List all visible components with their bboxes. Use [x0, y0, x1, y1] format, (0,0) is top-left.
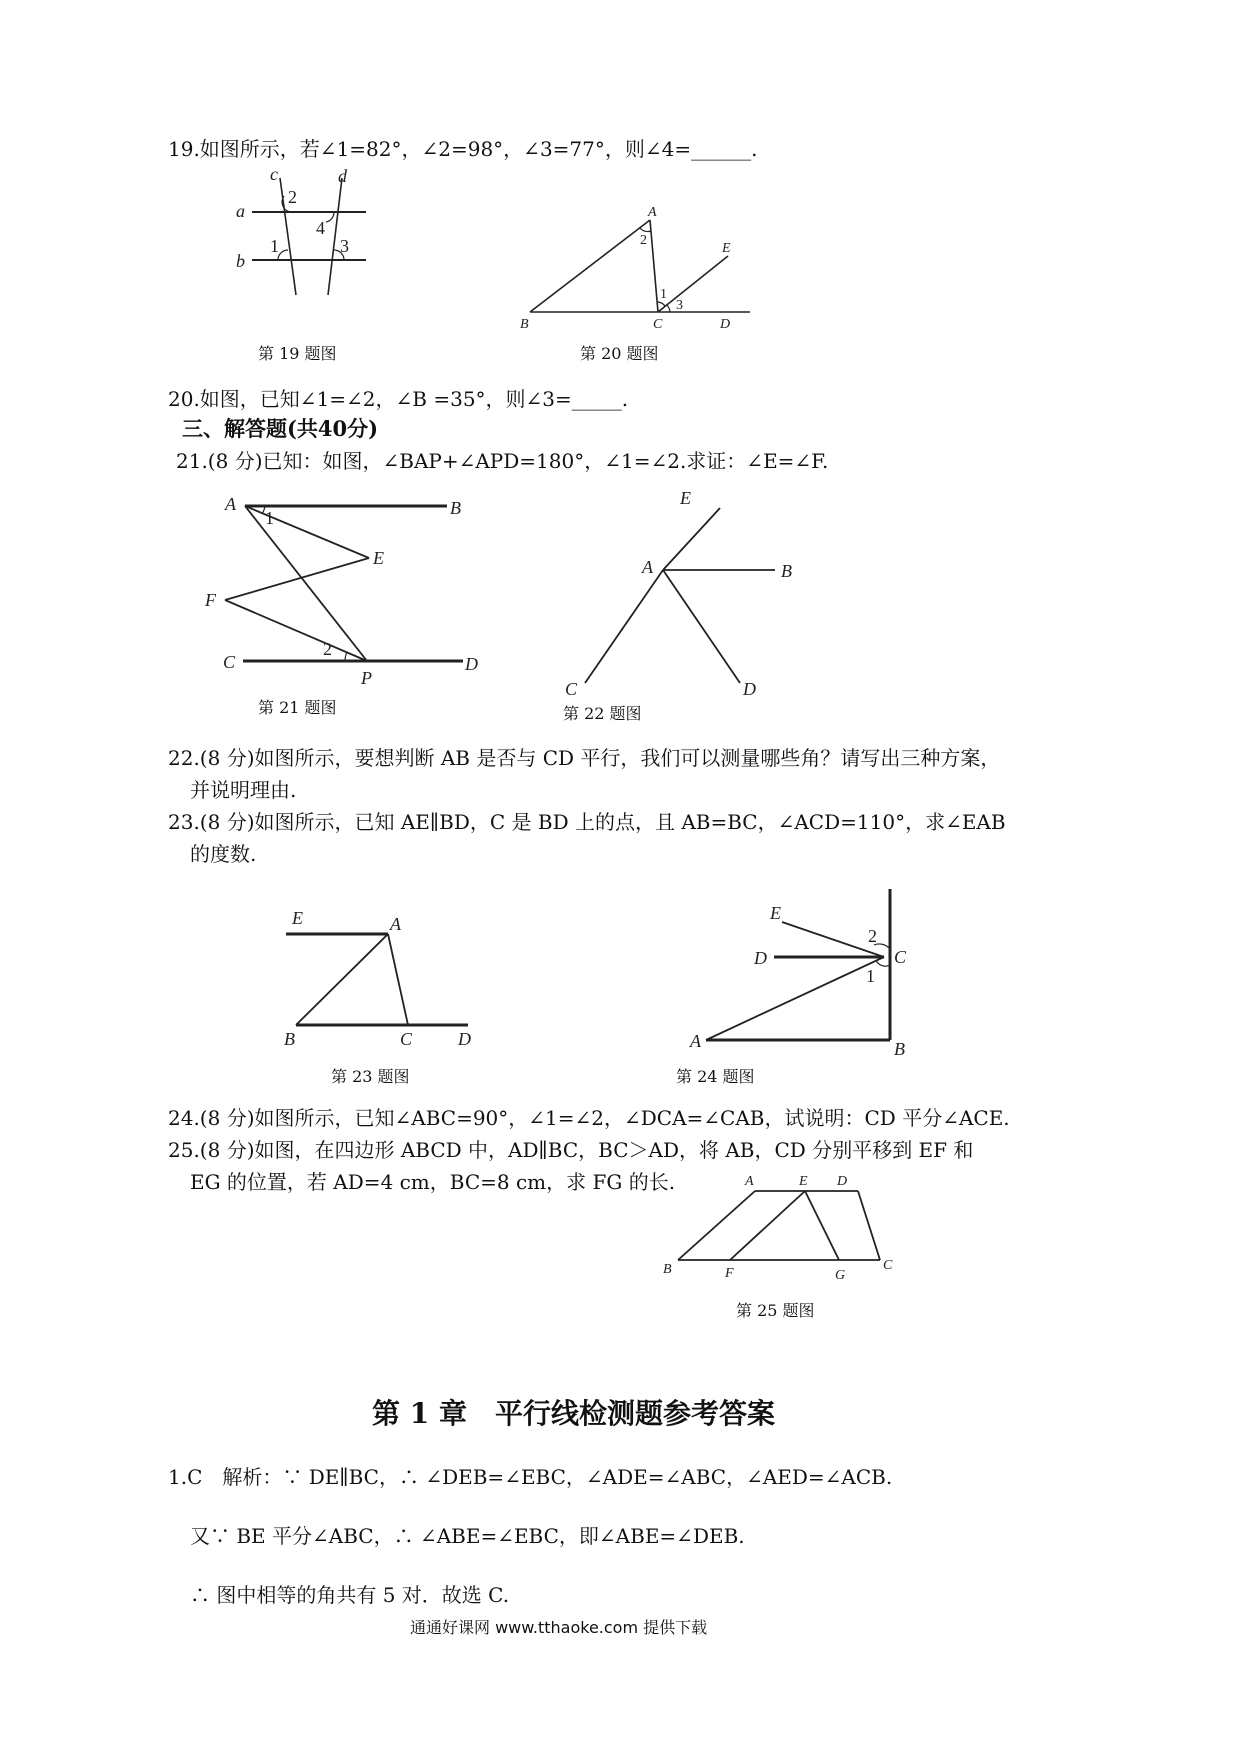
caption-fig25: 第 25 题图 [736, 1301, 815, 1320]
label-A: A [390, 914, 401, 934]
question-25: 25.(8 分)如图，在四边形 ABCD 中，AD∥BC，BC＞AD，将 AB，CD 分别平移到 EF 和 [168, 1138, 974, 1162]
question-22: 22.(8 分)如图所示，要想判断 AB 是否与 CD 平行，我们可以测量哪些角？请写出三种方案， [168, 746, 1001, 770]
label-E: E [373, 548, 384, 568]
label-A: A [745, 1174, 754, 1189]
section-3-heading: 三、解答题(共40分) [182, 416, 379, 441]
caption-fig23: 第 23 题图 [331, 1067, 410, 1086]
figure-23 [280, 900, 510, 1049]
label-2: 2 [288, 187, 297, 207]
question-19: 19.如图所示，若∠1=82°，∠2=98°，∠3=77°，则∠4=______. [168, 137, 758, 161]
question-22-cont: 并说明理由. [190, 778, 297, 802]
answer-1-conclusion: ∴ 图中相等的角共有 5 对．故选 C. [190, 1583, 510, 1607]
label-F: F [725, 1266, 734, 1281]
label-P: P [361, 668, 372, 688]
label-B: B [520, 317, 529, 332]
label-d: d [338, 166, 347, 186]
label-D: D [458, 1029, 471, 1049]
label-E: E [722, 241, 731, 256]
label-A: A [690, 1031, 701, 1051]
label-3: 3 [340, 236, 349, 256]
figure-24 [690, 885, 930, 1060]
label-D: D [465, 654, 478, 674]
label-B: B [450, 498, 461, 518]
label-D: D [837, 1174, 848, 1189]
figure-21 [195, 480, 495, 690]
label-F: F [205, 590, 216, 610]
label-D: D [720, 317, 731, 332]
question-20: 20.如图，已知∠1=∠2，∠B =35°，则∠3=_____. [168, 387, 629, 411]
label-2: 2 [868, 926, 877, 946]
label-B: B [781, 561, 792, 581]
label-c: c [270, 164, 278, 184]
question-25-cont: EG 的位置，若 AD=4 cm，BC=8 cm，求 FG 的长. [190, 1170, 676, 1194]
label-C: C [653, 317, 663, 332]
figure-25 [655, 1165, 910, 1285]
caption-fig19: 第 19 题图 [258, 344, 337, 363]
caption-fig20: 第 20 题图 [580, 344, 659, 363]
caption-fig22: 第 22 题图 [563, 704, 642, 723]
label-B: B [284, 1029, 295, 1049]
figure-20 [510, 200, 760, 330]
label-a: a [236, 201, 245, 221]
label-1: 1 [660, 287, 667, 302]
label-D: D [754, 948, 767, 968]
answer-1-cont: 又∵ BE 平分∠ABC，∴ ∠ABE=∠EBC，即∠ABE=∠DEB. [190, 1524, 745, 1548]
label-A: A [648, 205, 657, 220]
label-2: 2 [323, 639, 332, 659]
label-4: 4 [316, 218, 325, 238]
label-A: A [225, 494, 236, 514]
question-23-cont: 的度数. [190, 842, 257, 866]
answer-1: 1.C 解析：∵ DE∥BC，∴ ∠DEB=∠EBC，∠ADE=∠ABC，∠AED=∠ACB. [168, 1465, 893, 1489]
label-b: b [236, 251, 245, 271]
label-C: C [400, 1029, 413, 1049]
label-D: D [743, 679, 756, 699]
caption-fig21: 第 21 题图 [258, 698, 337, 717]
label-C: C [883, 1258, 893, 1273]
label-B: B [663, 1262, 672, 1277]
label-C: C [565, 679, 578, 699]
label-G: G [835, 1268, 846, 1283]
figure-22 [545, 488, 815, 698]
label-E: E [770, 903, 781, 923]
label-B: B [894, 1039, 905, 1059]
footer-source: 通通好课网 www.tthaoke.com 提供下载 [410, 1618, 708, 1637]
label-1: 1 [265, 508, 274, 528]
label-E: E [292, 908, 303, 928]
question-21: 21.(8 分)已知：如图，∠BAP+∠APD=180°，∠1=∠2.求证：∠E=∠F. [176, 449, 829, 473]
question-24: 24.(8 分)如图所示，已知∠ABC=90°，∠1=∠2，∠DCA=∠CAB，试说明：CD 平分∠ACE. [168, 1106, 1010, 1130]
label-3: 3 [676, 298, 683, 313]
answers-title: 第 1 章 平行线检测题参考答案 [372, 1397, 775, 1430]
figure-19 [220, 160, 390, 300]
question-23: 23.(8 分)如图所示，已知 AE∥BD，C 是 BD 上的点，且 AB=BC，∠ACD=110°，求∠EAB [168, 810, 1006, 834]
label-1: 1 [270, 236, 279, 256]
label-2: 2 [640, 233, 647, 248]
label-E: E [680, 488, 691, 508]
label-A: A [642, 557, 653, 577]
label-E: E [799, 1174, 808, 1189]
label-C: C [223, 652, 236, 672]
label-1: 1 [866, 966, 875, 986]
caption-fig24: 第 24 题图 [676, 1067, 755, 1086]
label-C: C [894, 947, 907, 967]
